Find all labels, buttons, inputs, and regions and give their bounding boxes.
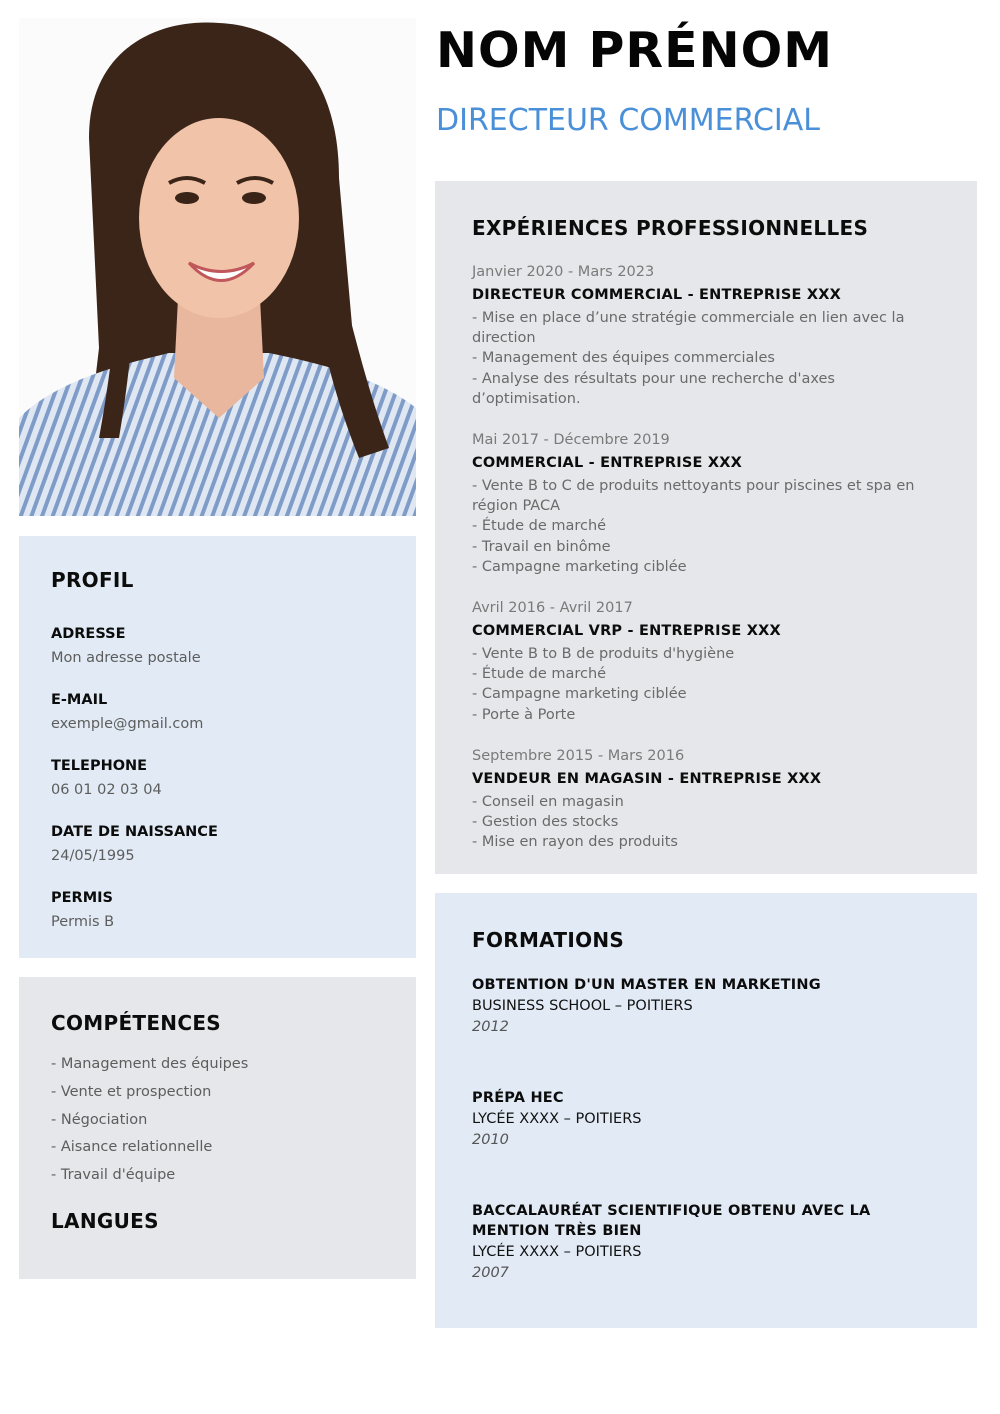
skill-item: - Management des équipes <box>51 1056 249 1072</box>
job-task: - Campagne marketing ciblée <box>472 558 687 575</box>
job-role: COMMERCIAL VRP - ENTREPRISE XXX <box>472 623 781 640</box>
experience-entry <box>472 430 947 577</box>
job-task: - Gestion des stocks <box>472 814 619 831</box>
job-task: - Conseil en magasin <box>472 793 624 810</box>
candidate-name: NOM PRÉNOM <box>436 22 834 79</box>
profile-field-address <box>51 624 396 669</box>
profile-field-phone <box>51 756 396 801</box>
education-title: FORMATIONS <box>472 928 625 952</box>
job-role: DIRECTEUR COMMERCIAL - ENTREPRISE XXX <box>472 287 841 303</box>
field-label: ADRESSE <box>51 626 126 642</box>
portrait-illustration <box>19 18 416 516</box>
profile-section <box>19 536 416 958</box>
school: BUSINESS SCHOOL – POITIERS <box>472 998 693 1014</box>
skills-section <box>19 977 416 1279</box>
job-task: - Management des équipes commerciales <box>472 350 775 367</box>
job-task: - Mise en place d’une stratégie commerciale en lien avec la direction <box>472 310 905 347</box>
field-value: Permis B <box>51 914 115 930</box>
job-role: COMMERCIAL - ENTREPRISE XXX <box>472 455 743 472</box>
skill-item: - Travail d'équipe <box>51 1167 176 1184</box>
skills-title: COMPÉTENCES <box>51 1011 221 1035</box>
skill-item: - Négociation <box>51 1111 148 1128</box>
job-task: - Travail en binôme <box>472 538 611 555</box>
skills-list <box>51 1051 396 1190</box>
field-value: Mon adresse postale <box>51 650 201 666</box>
field-value: 24/05/1995 <box>51 848 135 864</box>
education-entry <box>472 1088 937 1150</box>
job-task: - Étude de marché <box>472 666 607 683</box>
job-tasks <box>472 476 947 577</box>
degree: BACCALAURÉAT SCIENTIFIQUE OBTENU AVEC LA MENTION TRÈS BIEN <box>472 1203 871 1239</box>
skill-item: - Aisance relationnelle <box>51 1139 213 1156</box>
school: LYCÉE XXXX – POITIERS <box>472 1111 642 1127</box>
job-task: - Campagne marketing ciblée <box>472 686 687 703</box>
job-task: - Mise en rayon des produits <box>472 834 678 851</box>
graduation-year: 2012 <box>472 1019 509 1035</box>
education-entry <box>472 1201 937 1283</box>
experience-title: EXPÉRIENCES PROFESSIONNELLES <box>472 216 869 240</box>
job-task: - Vente B to C de produits nettoyants pour piscines et spa en région PACA <box>472 478 915 515</box>
degree: OBTENTION D'UN MASTER EN MARKETING <box>472 977 821 993</box>
profile-field-email <box>51 690 396 735</box>
profile-photo <box>19 18 416 516</box>
job-dates: Avril 2016 - Avril 2017 <box>472 600 633 617</box>
experience-section <box>435 181 977 874</box>
job-dates: Mai 2017 - Décembre 2019 <box>472 432 670 449</box>
field-label: PERMIS <box>51 890 113 906</box>
skill-item: - Vente et prospection <box>51 1083 212 1100</box>
job-tasks <box>472 308 947 409</box>
field-value: exemple@gmail.com <box>51 716 204 732</box>
job-title: DIRECTEUR COMMERCIAL <box>436 103 820 138</box>
field-value: 06 01 02 03 04 <box>51 782 162 798</box>
experience-entry <box>472 598 947 725</box>
profile-field-birthdate <box>51 822 396 867</box>
job-role: VENDEUR EN MAGASIN - ENTREPRISE XXX <box>472 770 822 787</box>
job-task: - Porte à Porte <box>472 706 576 723</box>
graduation-year: 2010 <box>472 1132 509 1148</box>
field-label: DATE DE NAISSANCE <box>51 824 218 840</box>
field-label: TELEPHONE <box>51 758 148 774</box>
experience-entry <box>472 746 947 853</box>
job-task: - Analyse des résultats pour une recherche d'axes d’optimisation. <box>472 370 835 407</box>
education-section <box>435 893 977 1328</box>
job-dates: Septembre 2015 - Mars 2016 <box>472 747 685 764</box>
languages-title: LANGUES <box>51 1208 159 1233</box>
profile-title: PROFIL <box>51 568 134 592</box>
degree: PRÉPA HEC <box>472 1090 564 1106</box>
job-tasks <box>472 792 947 853</box>
job-task: - Étude de marché <box>472 518 607 535</box>
education-entry <box>472 975 937 1037</box>
job-tasks <box>472 644 947 725</box>
job-dates: Janvier 2020 - Mars 2023 <box>472 264 655 280</box>
profile-field-license <box>51 888 396 933</box>
experience-entry <box>472 262 947 409</box>
graduation-year: 2007 <box>472 1265 509 1281</box>
school: LYCÉE XXXX – POITIERS <box>472 1244 642 1260</box>
field-label: E-MAIL <box>51 692 108 708</box>
job-task: - Vente B to B de produits d'hygiène <box>472 646 735 663</box>
